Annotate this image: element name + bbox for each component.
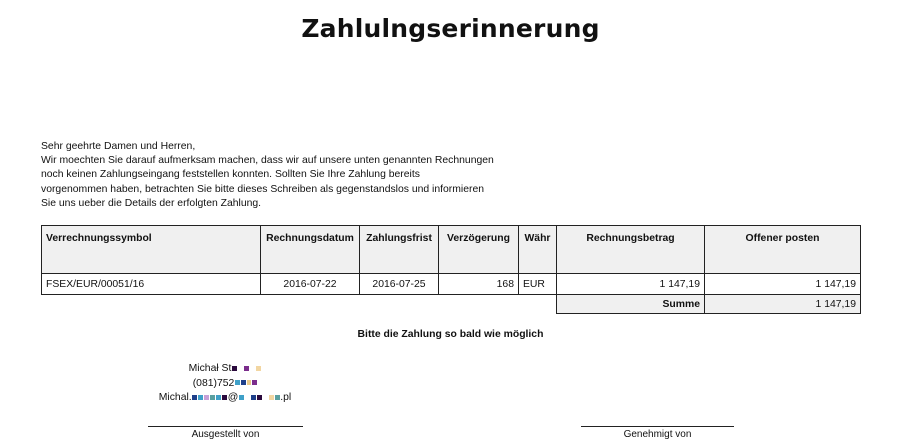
redaction-pixels xyxy=(238,392,280,403)
issuer-name xyxy=(140,362,310,377)
cell-open-amount: 1 147,19 xyxy=(705,274,861,295)
column-header-verzoegerung: Verzögerung xyxy=(439,226,519,274)
redaction-pixels xyxy=(231,363,261,374)
intro-line: noch keinen Zahlungseingang feststellen konnten. Sollten Sie Ihre Zahlung bereits xyxy=(41,169,420,181)
cell-invoice-amount: 1 147,19 xyxy=(557,274,705,295)
cell-due-date: 2016-07-25 xyxy=(360,274,439,295)
payment-notice: Bitte die Zahlung so bald wie möglich xyxy=(357,329,544,340)
redaction-pixels xyxy=(234,378,257,389)
issuer-email-prefix: Michal. xyxy=(158,392,192,403)
issuer-email xyxy=(140,391,310,406)
approved-by-label: Genehmigt von xyxy=(623,429,692,440)
intro-paragraph xyxy=(41,140,561,211)
intro-line: Sehr geehrte Damen und Herren, xyxy=(41,141,196,152)
column-header-rechnungsbetrag: Rechnungsbetrag xyxy=(557,226,705,274)
cell-currency: EUR xyxy=(519,274,557,295)
column-header-rechnungsdatum: Rechnungsdatum xyxy=(261,226,360,274)
table-header-row xyxy=(42,226,861,274)
issuer-block xyxy=(140,362,310,406)
issuer-phone xyxy=(140,377,310,392)
cell-symbol: FSEX/EUR/00051/16 xyxy=(42,274,261,295)
issuer-email-at: @ xyxy=(227,392,239,403)
cell-delay: 168 xyxy=(439,274,519,295)
invoice-table xyxy=(41,225,861,314)
cell-invoice-date: 2016-07-22 xyxy=(261,274,360,295)
sum-value: 1 147,19 xyxy=(705,295,861,314)
column-header-offener-posten: Offener posten xyxy=(705,226,861,274)
issuer-phone-text: (081)752 xyxy=(192,377,235,389)
sum-label: Summe xyxy=(557,295,705,314)
redaction-pixels xyxy=(192,392,228,403)
approved-signature-line xyxy=(581,426,734,427)
issuer-name-text: Michał St xyxy=(188,363,232,374)
column-header-verrechnungssymbol: Verrechnungssymbol xyxy=(42,226,261,274)
column-header-zahlungsfrist: Zahlungsfrist xyxy=(360,226,439,274)
document-title: Zahlulngserinnerung xyxy=(301,14,600,43)
issued-by-label: Ausgestellt von xyxy=(191,429,260,440)
column-header-waehrung: Währ xyxy=(519,226,557,274)
intro-line: Wir moechten Sie darauf aufmerksam machen, dass wir auf unsere unten genannten Rechnungen xyxy=(41,155,494,167)
table-row xyxy=(42,274,861,295)
intro-line: Sie uns ueber die Details der erfolgten Zahlung. xyxy=(41,197,262,209)
sum-row xyxy=(42,295,861,314)
intro-line: vorgenommen haben, betrachten Sie bitte dieses Schreiben als gegenstandslos und informieren xyxy=(41,183,485,195)
issuer-email-suffix: .pl xyxy=(280,392,292,403)
issued-signature-line xyxy=(148,426,303,427)
